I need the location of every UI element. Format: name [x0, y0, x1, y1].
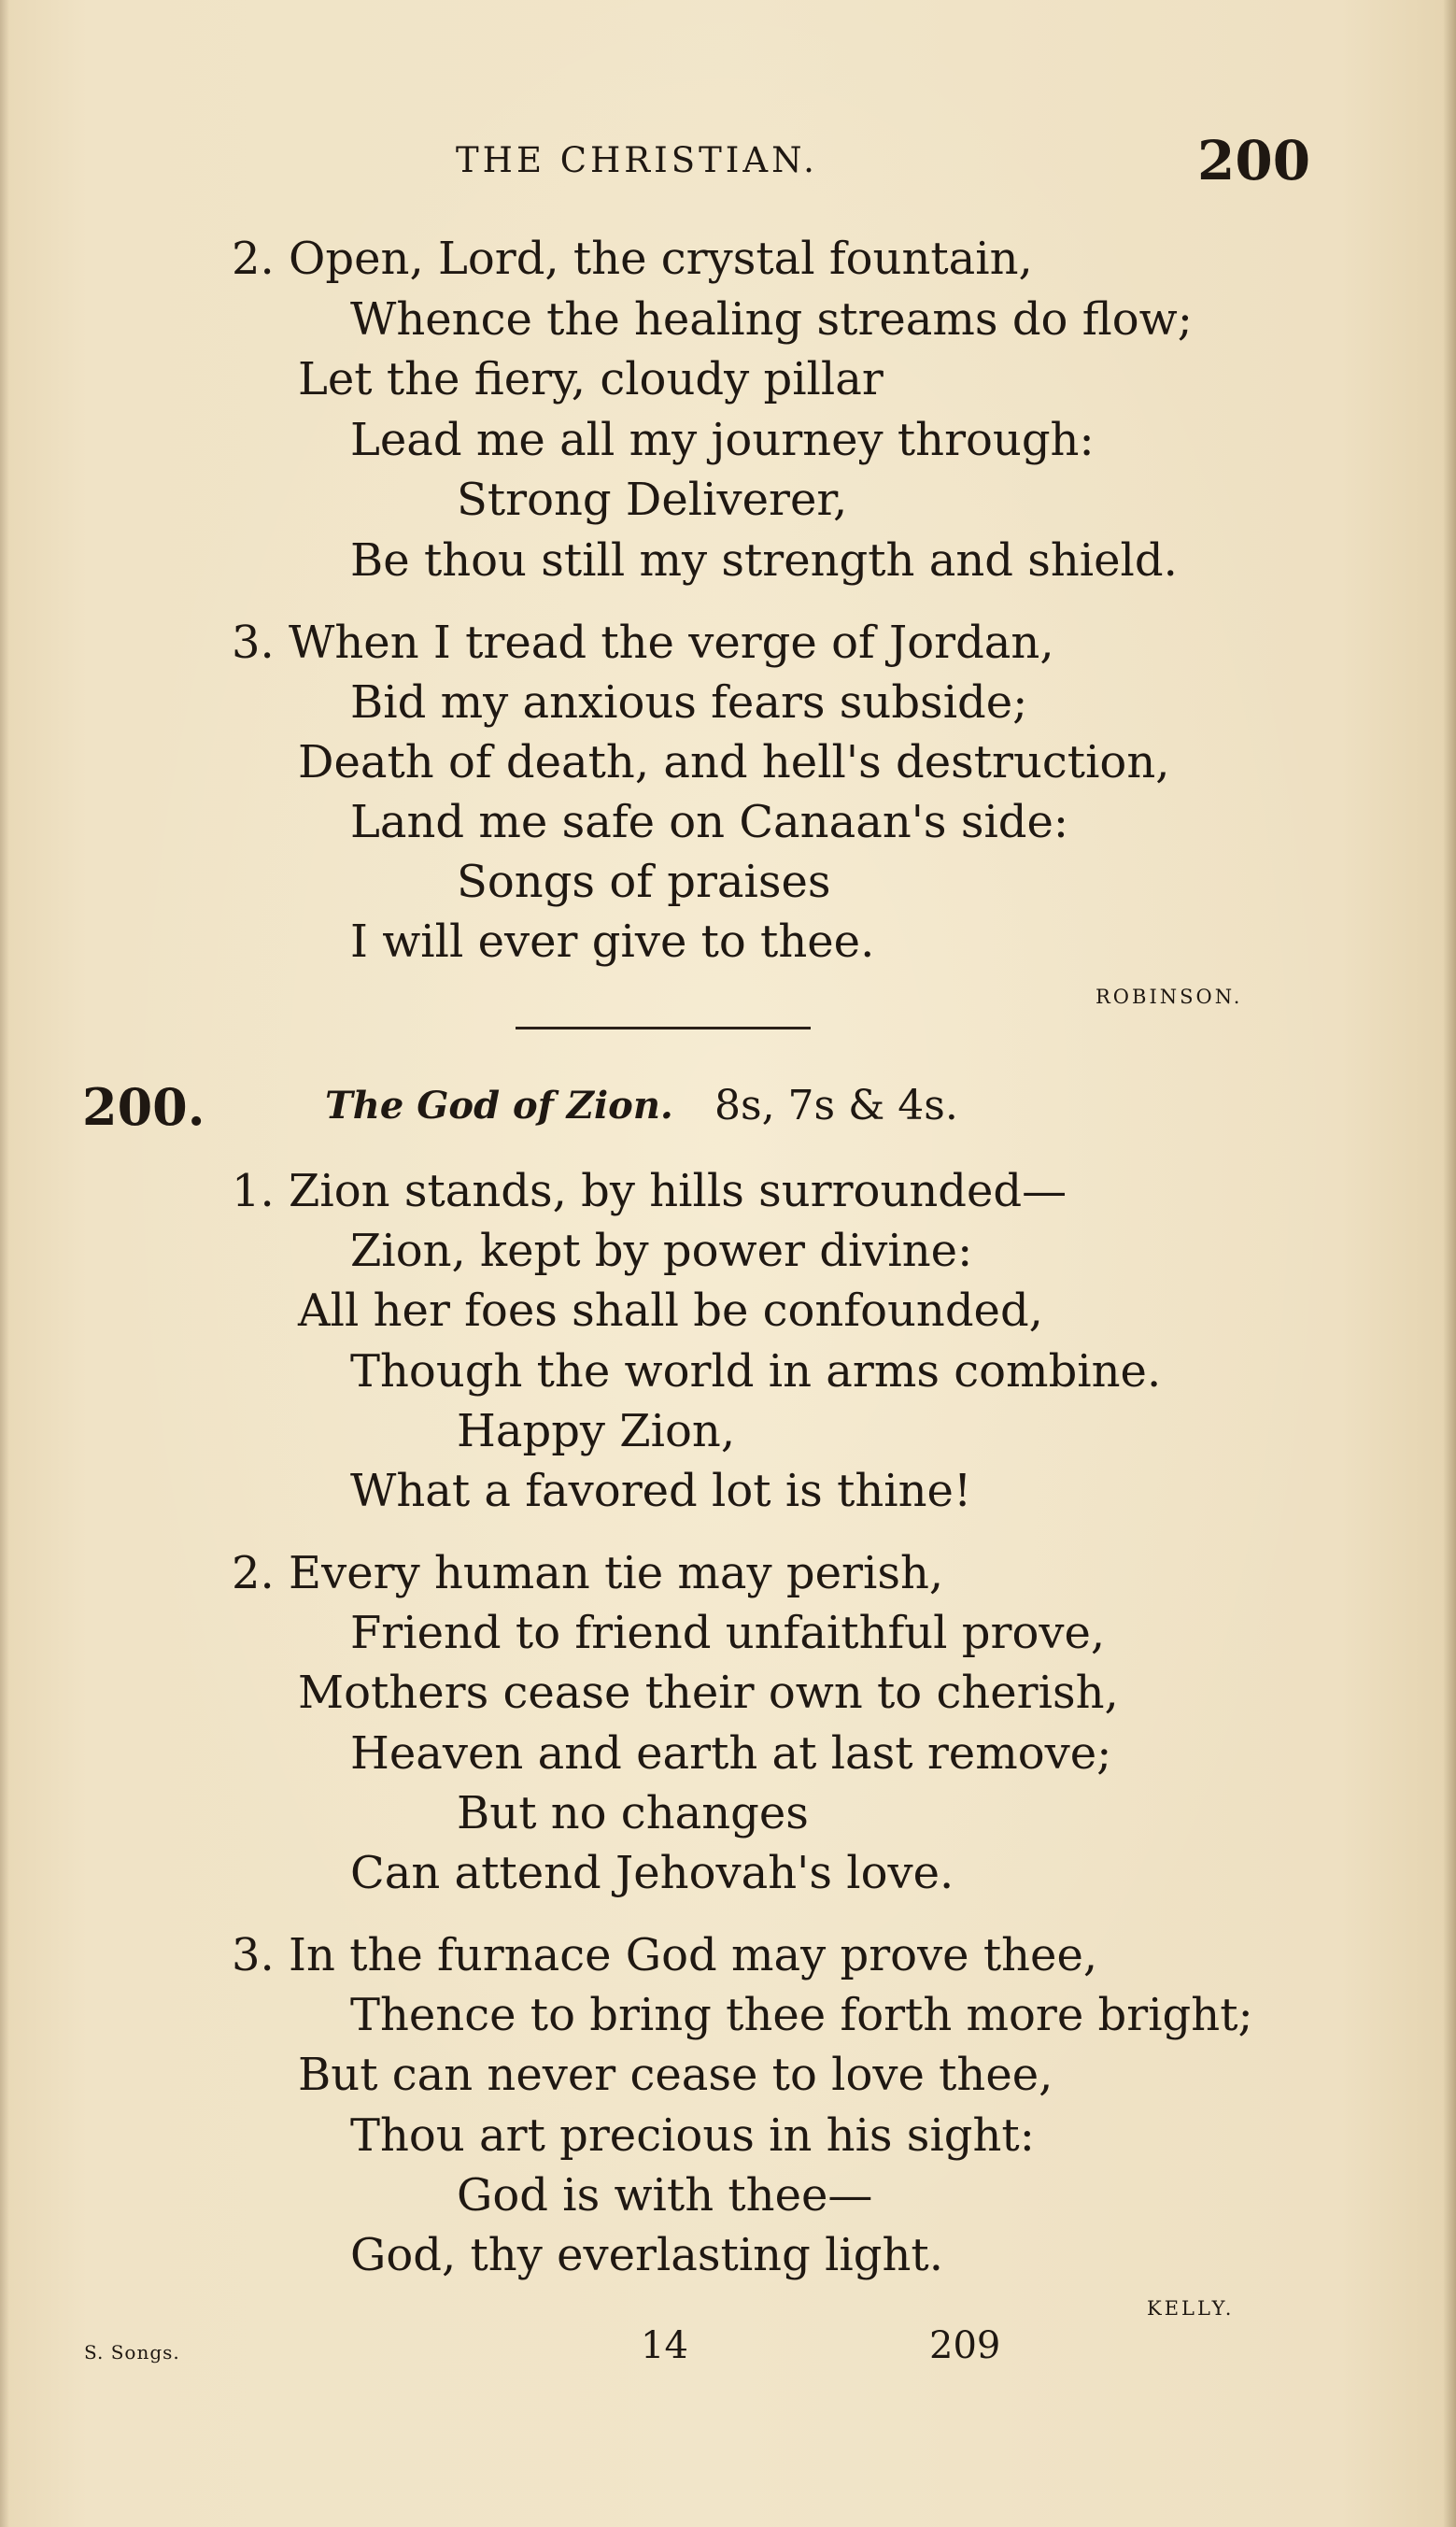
verse-line: Can attend Jehovah's love. — [350, 1847, 954, 1899]
running-title: THE CHRISTIAN. — [456, 140, 818, 180]
signature-mark: S. Songs. — [84, 2341, 180, 2364]
verse-line: God, thy everlasting light. — [350, 2229, 943, 2281]
verse-line: Death of death, and hell's destruction, — [298, 736, 1170, 788]
verse-line: 1. Zion stands, by hills surrounded— — [232, 1165, 1067, 1217]
verse-line: Let the fiery, cloudy pillar — [298, 353, 883, 405]
verse-line: God is with thee— — [457, 2169, 873, 2222]
page-number: 200 — [1197, 129, 1311, 192]
verse-line: But can never cease to love thee, — [298, 2049, 1053, 2101]
verse-line: Mothers cease their own to cherish, — [298, 1667, 1119, 1719]
verse-line: 3. In the furnace God may prove thee, — [232, 1929, 1098, 1981]
hymn-number: 200. — [82, 1077, 205, 1137]
verse-line: 3. When I tread the verge of Jordan, — [232, 617, 1054, 669]
verse-line: 2. Every human tie may perish, — [232, 1547, 944, 1599]
hymn-divider — [516, 1027, 811, 1029]
verse-line: Thence to bring thee forth more bright; — [350, 1989, 1253, 2041]
verse-line: Heaven and earth at last remove; — [350, 1727, 1112, 1780]
verse-line: But no changes — [457, 1787, 809, 1839]
verse-line: Zion, kept by power divine: — [350, 1225, 973, 1277]
attribution-kelly: KELLY. — [1147, 2297, 1235, 2320]
verse-line: Lead me all my journey through: — [350, 414, 1095, 466]
hymn-meter: 8s, 7s & 4s. — [714, 1082, 958, 1129]
verse-line: All her foes shall be confounded, — [298, 1285, 1043, 1337]
verse-line: Though the world in arms combine. — [350, 1345, 1162, 1398]
verse-line: Thou art precious in his sight: — [350, 2109, 1035, 2162]
verse-line: Be thou still my strength and shield. — [350, 534, 1178, 587]
verse-line: Songs of praises — [457, 856, 831, 908]
verse-line: Friend to friend unfaithful prove, — [350, 1607, 1106, 1659]
verse-line: Happy Zion, — [457, 1405, 736, 1457]
page-right-shadow — [1443, 0, 1456, 2527]
signature-number: 14 — [641, 2324, 688, 2367]
verse-line: I will ever give to thee. — [350, 916, 875, 968]
verse-line: Whence the healing streams do flow; — [350, 293, 1193, 346]
folio-number: 209 — [929, 2324, 1001, 2367]
verse-line: What a favored lot is thine! — [350, 1465, 972, 1517]
hymn-title: The God of Zion. — [325, 1084, 673, 1128]
verse-line: Strong Deliverer, — [457, 474, 848, 526]
verse-line: 2. Open, Lord, the crystal fountain, — [232, 233, 1033, 285]
verse-line: Land me safe on Canaan's side: — [350, 796, 1069, 848]
page-left-shadow — [0, 0, 9, 2527]
attribution-robinson: ROBINSON. — [1096, 986, 1243, 1008]
verse-line: Bid my anxious fears subside; — [350, 676, 1028, 729]
